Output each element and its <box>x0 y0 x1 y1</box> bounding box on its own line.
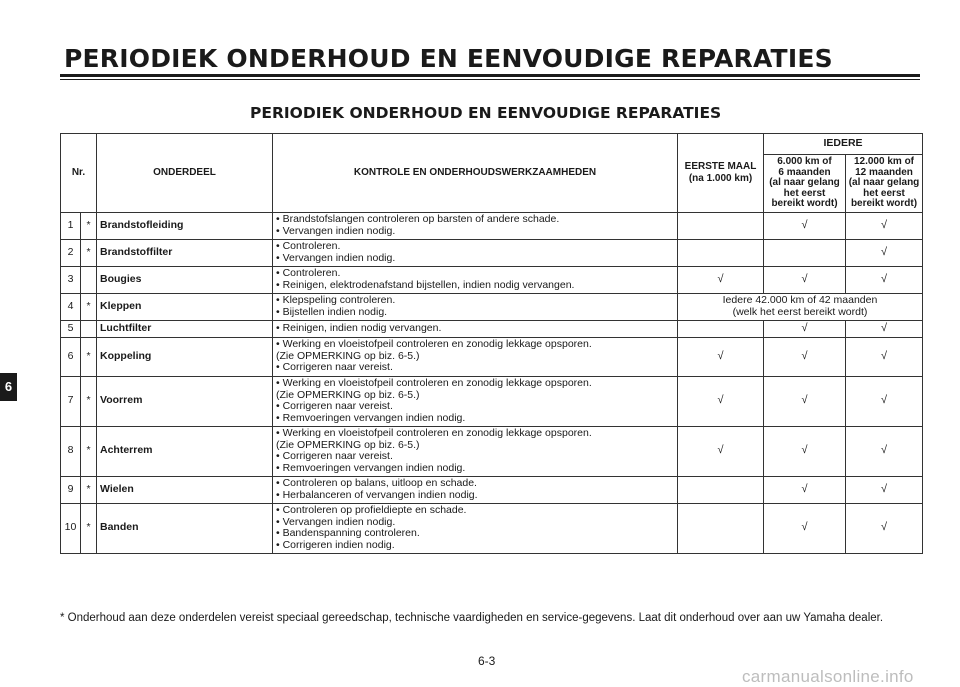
special-tools-asterisk: * <box>81 426 97 476</box>
part-name: Wielen <box>97 476 273 503</box>
valve-interval <box>678 293 923 320</box>
check-12000: √ <box>846 476 923 503</box>
work-description <box>273 293 678 320</box>
period-line: 6 maanden <box>778 166 831 178</box>
chapter-tab: 6 <box>0 373 17 401</box>
work-line: • Bandenspanning controleren. <box>276 527 420 539</box>
special-tools-asterisk: * <box>81 293 97 320</box>
work-description <box>273 320 678 337</box>
check-12000: √ <box>846 426 923 476</box>
part-name: Brandstoffilter <box>97 239 273 266</box>
table-row <box>61 476 923 503</box>
period-line: 6.000 km of <box>777 156 832 167</box>
table-row <box>61 503 923 553</box>
work-line: • Remvoeringen vervangen indien nodig. <box>276 411 466 424</box>
work-line: • Corrigeren naar vereist. <box>276 450 393 462</box>
special-tools-asterisk <box>81 320 97 337</box>
part-name: Koppeling <box>97 337 273 376</box>
work-line: (Zie OPMERKING op biz. 6-5.) <box>276 349 420 362</box>
check-12000: √ <box>846 320 923 337</box>
check-6000: √ <box>764 476 846 503</box>
check-12000: √ <box>846 212 923 239</box>
work-description <box>273 376 678 426</box>
period-line: 12 maanden <box>855 166 913 178</box>
work-line: • Controleren op balans, uitloop en schade. <box>276 477 477 489</box>
special-tools-asterisk: * <box>81 337 97 376</box>
special-tools-asterisk: * <box>81 376 97 426</box>
first-service-check <box>678 476 764 503</box>
special-tools-asterisk: * <box>81 239 97 266</box>
check-6000: √ <box>764 212 846 239</box>
table-row <box>61 212 923 239</box>
title-rule <box>60 74 920 77</box>
row-number: 10 <box>61 503 81 553</box>
check-6000: √ <box>764 426 846 476</box>
check-12000: √ <box>846 337 923 376</box>
maintenance-table <box>60 133 923 554</box>
work-line: • Reinigen, indien nodig vervangen. <box>276 321 442 334</box>
period-line: (al naar gelang <box>769 177 840 188</box>
header-period-6000 <box>764 155 846 213</box>
work-line: • Herbalanceren of vervangen indien nodig. <box>276 488 478 501</box>
work-line: • Klepspeling controleren. <box>276 294 396 306</box>
page-title: PERIODIEK ONDERHOUD EN EENVOUDIGE REPARATIES <box>64 44 833 73</box>
table-row <box>61 376 923 426</box>
check-6000: √ <box>764 503 846 553</box>
check-6000: √ <box>764 320 846 337</box>
row-number: 6 <box>61 337 81 376</box>
first-service-check: √ <box>678 337 764 376</box>
table-heading: PERIODIEK ONDERHOUD EN EENVOUDIGE REPARATIES <box>250 104 722 122</box>
work-description <box>273 212 678 239</box>
work-line: • Werking en vloeistofpeil controleren en zonodig lekkage opsporen. <box>276 377 592 389</box>
first-service-check: √ <box>678 426 764 476</box>
header-every: IEDERE <box>764 134 923 155</box>
first-service-check <box>678 212 764 239</box>
row-number: 9 <box>61 476 81 503</box>
title-rule-thin <box>60 79 920 80</box>
table-row <box>61 293 923 320</box>
work-line: • Reinigen, elektrodenafstand bijstellen, indien nodig vervangen. <box>276 278 575 291</box>
period-line: bereikt wordt) <box>850 198 918 209</box>
special-tools-asterisk <box>81 266 97 293</box>
part-name: Bougies <box>97 266 273 293</box>
header-part: ONDERDEEL <box>97 134 273 213</box>
first-service-check <box>678 503 764 553</box>
header-work: KONTROLE EN ONDERHOUDSWERKZAAMHEDEN <box>273 134 678 213</box>
work-description <box>273 266 678 293</box>
work-line: • Corrigeren naar vereist. <box>276 361 393 374</box>
work-line: • Controleren. <box>276 240 341 252</box>
work-description <box>273 503 678 553</box>
table-row <box>61 320 923 337</box>
work-line: • Corrigeren indien nodig. <box>276 538 395 551</box>
work-line: • Vervangen indien nodig. <box>276 251 396 264</box>
row-number: 7 <box>61 376 81 426</box>
work-description <box>273 337 678 376</box>
work-line: • Werking en vloeistofpeil controleren en zonodig lekkage opsporen. <box>276 338 592 351</box>
header-period-12000 <box>846 155 923 213</box>
work-description <box>273 239 678 266</box>
work-line: (Zie OPMERKING op biz. 6-5.) <box>276 438 420 451</box>
row-number: 5 <box>61 320 81 337</box>
check-12000: √ <box>846 376 923 426</box>
work-line: • Brandstofslangen controleren op barsten of andere schade. <box>276 213 560 225</box>
check-6000: √ <box>764 337 846 376</box>
work-line: • Controleren op profieldiepte en schade. <box>276 504 467 516</box>
watermark: carmanualsonline.info <box>742 667 914 686</box>
table-row <box>61 239 923 266</box>
check-6000: √ <box>764 376 846 426</box>
work-line: • Vervangen indien nodig. <box>276 515 396 528</box>
first-service-check <box>678 320 764 337</box>
header-first-service-line: EERSTE MAAL <box>684 161 757 173</box>
work-description <box>273 476 678 503</box>
header-nr: Nr. <box>61 134 97 213</box>
table-row <box>61 266 923 293</box>
work-line: • Bijstellen indien nodig. <box>276 305 388 318</box>
work-line: • Corrigeren naar vereist. <box>276 400 393 412</box>
special-tools-asterisk: * <box>81 476 97 503</box>
header-first-service-line: (na 1.000 km) <box>688 172 753 184</box>
row-number: 1 <box>61 212 81 239</box>
table-row <box>61 426 923 476</box>
row-number: 2 <box>61 239 81 266</box>
header-first-service <box>678 134 764 213</box>
first-service-check: √ <box>678 376 764 426</box>
part-name: Banden <box>97 503 273 553</box>
part-name: Achterrem <box>97 426 273 476</box>
part-name: Luchtfilter <box>97 320 273 337</box>
period-line: bereikt wordt) <box>771 198 838 209</box>
row-number: 8 <box>61 426 81 476</box>
work-line: • Werking en vloeistofpeil controleren en zonodig lekkage opsporen. <box>276 427 592 439</box>
row-number: 4 <box>61 293 81 320</box>
check-6000 <box>764 239 846 266</box>
work-line: (Zie OPMERKING op biz. 6-5.) <box>276 388 420 401</box>
period-line: 12.000 km of <box>853 156 915 167</box>
first-service-check <box>678 239 764 266</box>
check-12000: √ <box>846 503 923 553</box>
valve-interval-line: Iedere 42.000 km of 42 maanden <box>722 294 878 306</box>
part-name: Brandstofleiding <box>97 212 273 239</box>
special-tools-asterisk: * <box>81 503 97 553</box>
row-number: 3 <box>61 266 81 293</box>
valve-interval-line: (welk het eerst bereikt wordt) <box>732 305 868 318</box>
work-line: • Vervangen indien nodig. <box>276 224 396 237</box>
work-line: • Remvoeringen vervangen indien nodig. <box>276 461 466 474</box>
check-12000: √ <box>846 239 923 266</box>
check-6000: √ <box>764 266 846 293</box>
period-line: het eerst <box>783 187 826 199</box>
work-line: • Controleren. <box>276 267 341 279</box>
footnote: * Onderhoud aan deze onderdelen vereist speciaal gereedschap, technische vaardigheden en service-gegevens. Laat dit onderhoud over aan uw Yamaha dealer. <box>60 612 884 624</box>
first-service-check: √ <box>678 266 764 293</box>
part-name: Kleppen <box>97 293 273 320</box>
special-tools-asterisk: * <box>81 212 97 239</box>
work-description <box>273 426 678 476</box>
page-number: 6-3 <box>478 654 496 668</box>
part-name: Voorrem <box>97 376 273 426</box>
period-line: (al naar gelang <box>848 177 920 188</box>
check-12000: √ <box>846 266 923 293</box>
period-line: het eerst <box>863 187 905 199</box>
table-row <box>61 337 923 376</box>
